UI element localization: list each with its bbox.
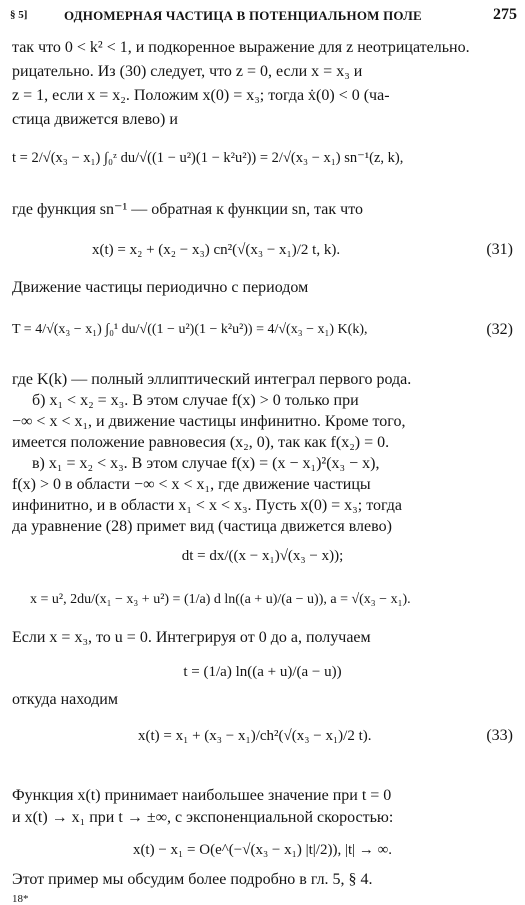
text-line-16: откуда находим [12,691,118,708]
text-line-19: Этот пример мы обсудим более подробно в гл. 5, § 4. [12,871,373,888]
chapter-title: ОДНОМЕРНАЯ ЧАСТИЦА В ПОТЕНЦИАЛЬНОМ ПОЛЕ [64,8,422,23]
equation-31-number: (31) [486,241,513,258]
text-line-3: z = 1, если x = x₂. Положим x(0) = x₃; тогда ẋ(0) < 0 (ча- [12,87,390,104]
text-line-7: где K(k) — полный эллиптический интеграл первого рода. [12,371,412,388]
section-marker: § 5] [10,9,28,21]
equation-substitution: x = u², 2du/(x₁ − x₃ + u²) = (1/a) d ln((a + u)/(a − u)), a = √(x₃ − x₁). [30,592,411,607]
signature-mark: 18* [12,893,29,905]
running-header [10,6,517,28]
text-line-1: так что 0 < k² < 1, и подкоренное выражение для z неотрицательно. [12,39,470,56]
text-line-15: Если x = x₃, то u = 0. Интегрируя от 0 до a, получаем [12,629,371,646]
text-line-14: да уравнение (28) примет вид (частица движется влево) [12,518,392,535]
equation-sn-inverse: t = 2/√(x₃ − x₁) ∫₀ᶻ du/√((1 − u²)(1 − k²u²)) = 2/√(x₃ − x₁) sn⁻¹(z, k), [12,150,404,166]
equation-33: x(t) = x₁ + (x₃ − x₁)/ch²(√(x₃ − x₁)/2 t). [138,728,372,744]
equation-t-log: t = (1/a) ln((a + u)/(a − u)) [183,664,342,680]
page-number: 275 [493,6,517,23]
equation-dt: dt = dx/((x − x₁)√(x₃ − x)); [181,548,344,564]
equation-asymptotic: x(t) − x₁ = O(e^(−√(x₃ − x₁) |t|/2)), |t| → ∞. [132,842,393,858]
text-line-18: и x(t) → x₁ при t → ±∞, с экспоненциальной скоростью: [12,809,394,826]
text-line-13: инфинитно, и в области x₁ < x < x₃. Пусть x(0) = x₃; тогда [12,497,402,514]
equation-32: T = 4/√(x₃ − x₁) ∫₀¹ du/√((1 − u²)(1 − k²u²)) = 4/√(x₃ − x₁) K(k), [12,322,368,337]
text-line-12: f(x) > 0 в области −∞ < x < x₁, где движение частицы [12,476,371,493]
text-line-2: рицательно. Из (30) следует, что z = 0, если x = x₃ и [12,63,363,80]
text-line-11: в) x₁ = x₂ < x₃. В этом случае f(x) = (x − x₁)²(x₃ − x), [32,455,380,472]
text-line-5: где функция sn⁻¹ — обратная к функции sn, так что [12,201,363,218]
equation-31: x(t) = x₂ + (x₂ − x₃) cn²(√(x₃ − x₁)/2 t, k). [92,242,341,258]
text-line-9: −∞ < x < x₁, и движение частицы инфинитно. Кроме того, [12,413,406,430]
equation-33-number: (33) [486,727,513,744]
text-line-6: Движение частицы периодично с периодом [12,279,309,296]
equation-32-number: (32) [486,321,513,338]
text-line-4: стица движется влево) и [12,111,178,128]
text-line-17: Функция x(t) принимает наибольшее значение при t = 0 [12,787,392,804]
text-line-10: имеется положение равновесия (x₂, 0), так как f(x₂) = 0. [12,434,390,451]
text-line-8: б) x₁ < x₂ = x₃. В этом случае f(x) > 0 только при [32,392,359,409]
